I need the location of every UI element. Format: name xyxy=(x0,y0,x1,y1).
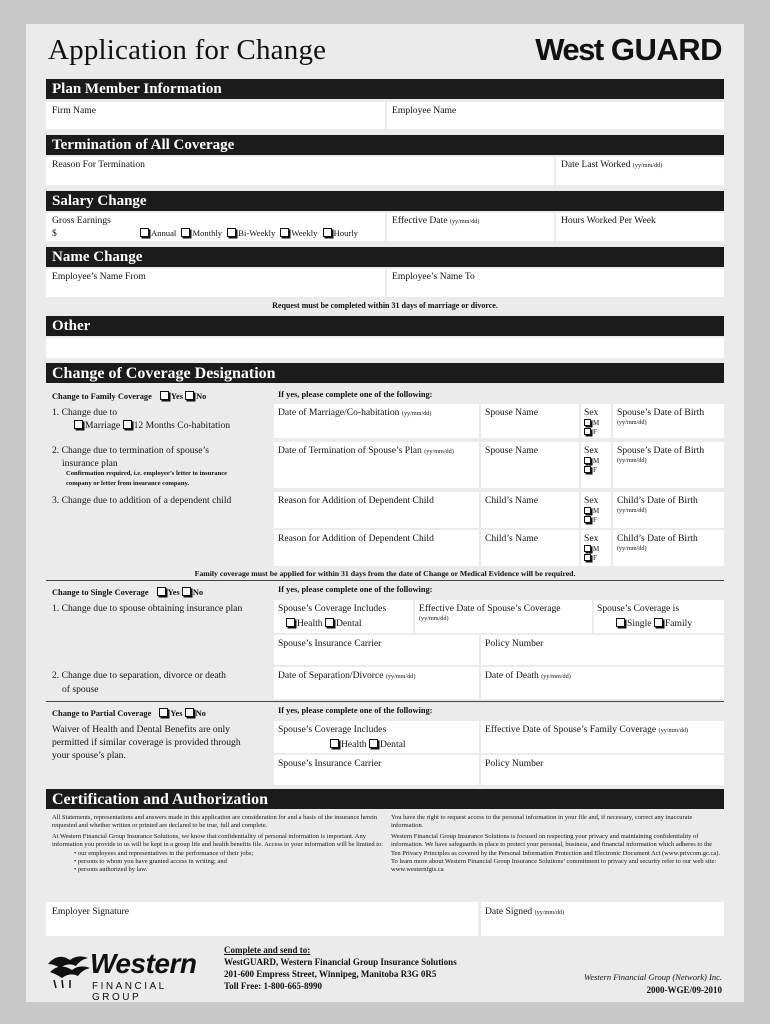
hourly-option[interactable]: Hourly xyxy=(323,228,358,238)
sex-m-option-4[interactable]: M xyxy=(584,545,599,553)
section-header-plan-member: Plan Member Information xyxy=(46,79,724,99)
sex-field-3[interactable] xyxy=(581,492,611,528)
sex-label-2: Sex xyxy=(584,445,599,456)
certification-left-text xyxy=(52,814,386,875)
spouse-includes-label-2: Spouse’s Coverage Includes xyxy=(278,724,387,735)
child-name-label-1: Child’s Name xyxy=(485,495,539,506)
sex-label-4: Sex xyxy=(584,533,599,544)
effective-spouse-format: (yy/mm/dd) xyxy=(419,615,449,622)
name-change-note: Request must be completed within 31 days of marriage or divorce. xyxy=(272,301,498,310)
spouse-name-field-1[interactable] xyxy=(481,404,579,438)
waiver-line-1: Waiver of Health and Dental Benefits are only xyxy=(52,724,230,735)
dollar-sign: $ xyxy=(52,228,57,239)
child-dob-field-1[interactable] xyxy=(613,492,724,528)
sex-m-checkbox-4[interactable] xyxy=(584,545,591,552)
family-item1-options xyxy=(74,420,230,431)
section-header-other: Other xyxy=(46,316,724,336)
weekly-checkbox[interactable] xyxy=(280,228,289,237)
divider-single xyxy=(46,701,724,702)
confidentiality-statement: At Western Financial Group Insurance Solutions, we know that confidentiality of personal information is important. Any information you provide to us will be kept in a group life and health benefits file. Access to your information will be limited to: xyxy=(52,832,384,849)
single-yes-option[interactable]: Yes xyxy=(157,588,180,597)
child-dob-field-2[interactable] xyxy=(613,530,724,566)
health-option-1[interactable]: Health xyxy=(286,618,323,629)
dental-checkbox-1[interactable] xyxy=(325,618,334,627)
name-to-label: Employee’s Name To xyxy=(392,271,475,282)
policy-number-field-2[interactable] xyxy=(481,755,724,785)
biweekly-checkbox[interactable] xyxy=(227,228,236,237)
date-death-label: Date of Death (yy/mm/dd) xyxy=(485,670,571,681)
partial-no-option[interactable]: No xyxy=(185,709,206,718)
waiver-line-3: your spouse’s plan. xyxy=(52,750,126,761)
certification-statement: All Statements, representations and answers made in this application are consideration for and a basis of the insurance herein requested and whether written or printed are declared to be true, full and complete. xyxy=(52,814,378,830)
reason-child-label-2: Reason for Addition of Dependent Child xyxy=(278,533,434,544)
child-name-field-2[interactable] xyxy=(481,530,579,566)
date-separation-field[interactable] xyxy=(274,667,479,699)
spouse-dob-field-1[interactable] xyxy=(613,404,724,438)
western-logo-word: Western xyxy=(90,948,197,979)
single-coverage-label: Change to Single Coverage Yes No xyxy=(52,588,204,597)
sex-field-4[interactable] xyxy=(581,530,611,566)
gross-earnings-label: Gross Earnings xyxy=(52,215,111,226)
policy-number-label-2: Policy Number xyxy=(485,758,544,769)
sex-field-1[interactable] xyxy=(581,404,611,438)
spouse-coverage-is-field[interactable] xyxy=(594,600,724,633)
sex-m-checkbox-3[interactable] xyxy=(584,507,591,514)
dental-checkbox-2[interactable] xyxy=(369,739,378,748)
reason-child-label-1: Reason for Addition of Dependent Child xyxy=(278,495,434,506)
spouse-carrier-field-2[interactable] xyxy=(274,755,479,785)
access-bullet-3: • persons authorized by law. xyxy=(74,866,148,874)
westguard-logo: West GUARD xyxy=(535,32,722,67)
section-header-certification: Certification and Authorization xyxy=(46,789,724,809)
cohabitation-option[interactable]: 12 Months Co-habitation xyxy=(123,420,230,431)
annual-option[interactable]: Annual xyxy=(140,228,176,238)
reason-child-field-1[interactable] xyxy=(274,492,479,528)
date-signed-field[interactable] xyxy=(481,902,724,936)
western-financial-logo xyxy=(44,948,220,1003)
sex-f-checkbox-1[interactable] xyxy=(584,428,591,435)
section-header-coverage: Change of Coverage Designation xyxy=(46,363,724,383)
spouse-includes-options-1 xyxy=(286,618,362,629)
family-type-checkbox[interactable] xyxy=(654,618,663,627)
sex-m-option-3[interactable]: M xyxy=(584,507,599,515)
sex-f-checkbox-2[interactable] xyxy=(584,466,591,473)
dental-option-1[interactable]: Dental xyxy=(325,618,362,629)
monthly-checkbox[interactable] xyxy=(181,228,190,237)
access-bullet-1: • our employees and representatives in the performance of their jobs; xyxy=(74,849,254,857)
date-last-worked-field[interactable] xyxy=(556,157,724,185)
health-checkbox-2[interactable] xyxy=(330,739,339,748)
send-to-line-2: 201-600 Empress Street, Winnipeg, Manitoba R3G 0R5 xyxy=(224,969,437,979)
spouse-carrier-label-2: Spouse’s Insurance Carrier xyxy=(278,758,382,769)
spouse-includes-field-1[interactable] xyxy=(274,600,413,633)
section-header-salary: Salary Change xyxy=(46,191,724,211)
send-to-title: Complete and send to: xyxy=(224,945,311,955)
date-termination-field[interactable] xyxy=(274,442,479,488)
reason-termination-label: Reason For Termination xyxy=(52,159,145,170)
financial-group-logo-text: FINANCIAL GROUP xyxy=(92,981,167,1003)
effective-spouse-label: Effective Date of Spouse’s Coverage xyxy=(419,603,561,614)
employee-name-field[interactable] xyxy=(387,102,724,129)
page-title: Application for Change xyxy=(48,34,327,66)
date-marriage-label: Date of Marriage/Co-habitation (yy/mm/dd) xyxy=(278,407,432,418)
spouse-dob-field-2[interactable] xyxy=(613,442,724,488)
single-yes-checkbox[interactable] xyxy=(157,587,166,596)
sex-label-3: Sex xyxy=(584,495,599,506)
sex-f-option-3[interactable]: F xyxy=(584,516,597,524)
policy-number-field-1[interactable] xyxy=(481,635,724,665)
effective-family-field[interactable] xyxy=(481,721,724,753)
sex-f-option-1[interactable]: F xyxy=(584,428,597,436)
sex-m-option-2[interactable]: M xyxy=(584,457,599,465)
spouse-dob-label-2: Spouse’s Date of Birth xyxy=(617,445,705,456)
firm-name-field[interactable] xyxy=(46,102,385,129)
date-death-field[interactable] xyxy=(481,667,724,699)
family-coverage-label: Change to Family Coverage Yes No xyxy=(52,392,207,401)
single-type-checkbox[interactable] xyxy=(616,618,625,627)
family-item1-label: 1. Change due to xyxy=(52,407,118,418)
sex-f-option-2[interactable]: F xyxy=(584,466,597,474)
hourly-checkbox[interactable] xyxy=(323,228,332,237)
single-item2-label: 2. Change due to separation, divorce or death xyxy=(52,670,226,681)
child-dob-format-2: (yy/mm/dd) xyxy=(617,545,647,552)
single-if-yes-note: If yes, please complete one of the following: xyxy=(278,585,433,594)
name-to-field[interactable] xyxy=(387,269,724,297)
spouse-includes-options-2 xyxy=(330,739,406,750)
effective-date-label: Effective Date (yy/mm/dd) xyxy=(392,215,480,226)
application-form-page xyxy=(26,24,744,1002)
date-separation-label: Date of Separation/Divorce (yy/mm/dd) xyxy=(278,670,416,681)
footer-form-code: 2000-WGE/09-2010 xyxy=(646,985,722,995)
family-coverage-note: Family coverage must be applied for within 31 days from the date of Change or Medical Evidence will be required. xyxy=(194,569,576,578)
single-no-checkbox[interactable] xyxy=(182,587,191,596)
date-signed-label: Date Signed (yy/mm/dd) xyxy=(485,906,565,917)
spouse-dob-format-2: (yy/mm/dd) xyxy=(617,457,647,464)
employer-signature-field[interactable] xyxy=(46,902,478,936)
child-name-label-2: Child’s Name xyxy=(485,533,539,544)
family-yes-checkbox[interactable] xyxy=(160,391,169,400)
child-name-field-1[interactable] xyxy=(481,492,579,528)
footer-company: Western Financial Group (Network) Inc. xyxy=(584,972,722,982)
family-type-option[interactable]: Family xyxy=(654,618,692,629)
effective-family-label: Effective Date of Spouse’s Family Coverage (yy/mm/dd) xyxy=(485,724,689,735)
footer-address xyxy=(224,944,457,992)
confirmation-note-1: Confirmation required, i.e. employee’s letter to insurance xyxy=(66,470,228,477)
send-to-line-3: Toll Free: 1-800-665-8990 xyxy=(224,981,322,991)
spouse-carrier-field-1[interactable] xyxy=(274,635,479,665)
family-no-checkbox[interactable] xyxy=(185,391,194,400)
send-to-line-1: WestGUARD, Western Financial Group Insurance Solutions xyxy=(224,957,457,967)
sex-m-checkbox-2[interactable] xyxy=(584,457,591,464)
monthly-option[interactable]: Monthly xyxy=(181,228,222,238)
partial-coverage-label: Change to Partial Coverage Yes No xyxy=(52,709,206,718)
spouse-name-label-2: Spouse Name xyxy=(485,445,539,456)
spouse-includes-field-2[interactable] xyxy=(274,721,479,753)
hours-worked-label: Hours Worked Per Week xyxy=(561,215,656,226)
reason-termination-field[interactable] xyxy=(46,157,554,185)
cohabitation-checkbox[interactable] xyxy=(123,420,132,429)
policy-number-label-1: Policy Number xyxy=(485,638,544,649)
sex-f-checkbox-4[interactable] xyxy=(584,554,591,561)
spouse-includes-label-1: Spouse’s Coverage Includes xyxy=(278,603,387,614)
health-option-2[interactable]: Health xyxy=(330,739,367,750)
waiver-line-2: permitted if similar coverage is provided through xyxy=(52,737,241,748)
salary-frequency-options xyxy=(140,228,358,238)
spouse-carrier-label-1: Spouse’s Insurance Carrier xyxy=(278,638,382,649)
single-item2-label-cont: of spouse xyxy=(62,684,99,695)
date-last-worked-label: Date Last Worked (yy/mm/dd) xyxy=(561,159,663,170)
spouse-dob-format-1: (yy/mm/dd) xyxy=(617,419,647,426)
single-type-option[interactable]: Single xyxy=(616,618,652,629)
family-if-yes-note: If yes, please complete one of the following: xyxy=(278,390,433,399)
partial-yes-option[interactable]: Yes xyxy=(159,709,182,718)
weekly-option[interactable]: Weekly xyxy=(280,228,317,238)
child-dob-format-1: (yy/mm/dd) xyxy=(617,507,647,514)
reason-child-field-2[interactable] xyxy=(274,530,479,566)
effective-date-field[interactable] xyxy=(387,213,554,241)
sex-field-2[interactable] xyxy=(581,442,611,488)
gross-earnings-field[interactable] xyxy=(46,213,385,241)
family-yes-option[interactable]: Yes xyxy=(160,392,183,401)
employee-name-label: Employee Name xyxy=(392,105,457,116)
family-item3-label: 3. Change due to addition of a dependent child xyxy=(52,495,232,506)
partial-if-yes-note: If yes, please complete one of the following: xyxy=(278,706,433,715)
partial-no-checkbox[interactable] xyxy=(185,708,194,717)
partial-yes-checkbox[interactable] xyxy=(159,708,168,717)
sex-f-option-4[interactable]: F xyxy=(584,554,597,562)
employer-signature-label: Employer Signature xyxy=(52,906,129,917)
single-no-option[interactable]: No xyxy=(182,588,203,597)
date-marriage-field[interactable] xyxy=(274,404,479,438)
name-from-field[interactable] xyxy=(46,269,385,297)
sex-m-option-1[interactable]: M xyxy=(584,419,599,427)
sex-label-1: Sex xyxy=(584,407,599,418)
sex-m-checkbox-1[interactable] xyxy=(584,419,591,426)
date-termination-label: Date of Termination of Spouse’s Plan (yy/mm/dd) xyxy=(278,445,454,456)
privacy-statement: Western Financial Group Insurance Solutions is focused on respecting your privacy and maintaining confidentiality of information. We have safeguards in place to protect your personal, business, and financial information which adheres to the Ten Privacy Principles as covered by the Personal Information Protection and Electronic Document Act (www.privcom.gc.ca). To learn more about Western Financial Group Insurance Solutions’ commitment to privacy and security refer to our web site: www.westernfgis.ca xyxy=(391,832,721,874)
access-bullet-2: • persons to whom you have granted access in writing; and xyxy=(74,858,227,866)
effective-spouse-field[interactable] xyxy=(415,600,592,633)
certification-right-text xyxy=(391,814,721,875)
biweekly-option[interactable]: Bi-Weekly xyxy=(227,228,275,238)
family-no-option[interactable]: No xyxy=(185,392,206,401)
annual-checkbox[interactable] xyxy=(140,228,149,237)
wave-emblem-icon xyxy=(44,950,94,990)
child-dob-label-2: Child’s Date of Birth xyxy=(617,533,698,544)
spouse-name-field-2[interactable] xyxy=(481,442,579,488)
access-rights-statement: You have the right to request access to the personal information in your file and, if necessary, correct any inaccurate information. xyxy=(391,814,693,830)
dental-option-2[interactable]: Dental xyxy=(369,739,406,750)
firm-name-label: Firm Name xyxy=(52,105,96,116)
section-header-name-change: Name Change xyxy=(46,247,724,267)
marriage-option[interactable]: Marriage xyxy=(74,420,120,431)
sex-f-checkbox-3[interactable] xyxy=(584,516,591,523)
single-item1-label: 1. Change due to spouse obtaining insurance plan xyxy=(52,603,243,614)
family-item2-label-cont: insurance plan xyxy=(62,458,118,469)
spouse-coverage-type-options xyxy=(616,618,692,629)
hours-worked-field[interactable] xyxy=(556,213,724,241)
confirmation-note-2: company or letter from insurance company. xyxy=(66,480,190,487)
health-checkbox-1[interactable] xyxy=(286,618,295,627)
marriage-checkbox[interactable] xyxy=(74,420,83,429)
other-field[interactable] xyxy=(46,338,724,358)
spouse-name-label-1: Spouse Name xyxy=(485,407,539,418)
spouse-dob-label-1: Spouse’s Date of Birth xyxy=(617,407,705,418)
divider-family xyxy=(46,580,724,581)
child-dob-label-1: Child’s Date of Birth xyxy=(617,495,698,506)
spouse-coverage-is-label: Spouse’s Coverage is xyxy=(597,603,680,614)
name-from-label: Employee’s Name From xyxy=(52,271,146,282)
section-header-termination: Termination of All Coverage xyxy=(46,135,724,155)
family-item2-label: 2. Change due to termination of spouse’s xyxy=(52,445,209,456)
